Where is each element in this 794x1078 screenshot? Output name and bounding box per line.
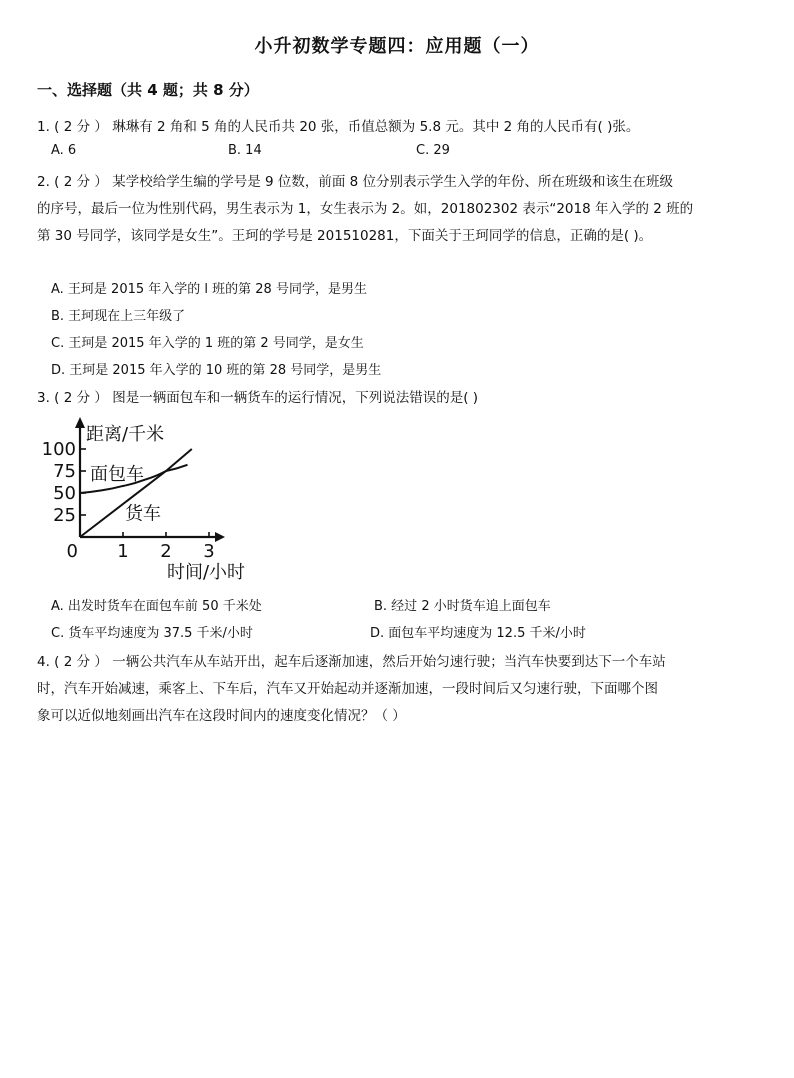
q3-option-d[interactable]: D. 面包车平均速度为 12.5 千米/小时 <box>370 626 586 641</box>
q2-option-b[interactable]: B. 王珂现在上三年级了 <box>51 309 186 324</box>
q3-option-c[interactable]: C. 货车平均速度为 37.5 千米/小时 <box>51 626 253 641</box>
question-2-line-1: 2. ( 2 分 ） 某学校给学生编的学号是 9 位数，前面 8 位分别表示学生入学的年份、所在班级和该生在班级 <box>37 174 674 190</box>
q3-option-b[interactable]: B. 经过 2 小时货车追上面包车 <box>374 599 551 614</box>
x-tick-label: 3 <box>203 541 215 562</box>
q1-option-c[interactable]: C. 29 <box>416 143 450 158</box>
q2-option-a[interactable]: A. 王珂是 2015 年入学的 l 班的第 28 号同学，是男生 <box>51 282 367 297</box>
x-tick-label: 2 <box>160 541 172 562</box>
y-tick-label: 100 <box>41 439 76 460</box>
distance-time-chart <box>40 414 300 586</box>
origin-label: 0 <box>66 541 78 562</box>
question-3-text: 3. ( 2 分 ） 图是一辆面包车和一辆货车的运行情况，下列说法错误的是( ) <box>37 390 479 406</box>
y-tick-label: 25 <box>53 505 76 526</box>
y-tick-label: 50 <box>53 483 76 504</box>
section-heading: 一、选择题（共 4 题；共 8 分） <box>37 81 259 99</box>
y-axis-title: 距离/千米 <box>86 424 165 445</box>
page-title: 小升初数学专题四：应用题（一） <box>254 36 540 57</box>
q1-option-a[interactable]: A. 6 <box>51 143 77 158</box>
x-axis-title: 时间/小时 <box>166 562 246 583</box>
x-axis-arrow <box>215 532 225 542</box>
y-tick-label: 75 <box>53 461 76 482</box>
series-label-van: 面包车 <box>90 464 144 486</box>
q2-option-d[interactable]: D. 王珂是 2015 年入学的 10 班的第 28 号同学，是男生 <box>51 363 382 378</box>
q2-option-c[interactable]: C. 王珂是 2015 年入学的 1 班的第 2 号同学，是女生 <box>51 336 364 351</box>
q3-option-a[interactable]: A. 出发时货车在面包车前 50 千米处 <box>51 599 262 614</box>
x-tick-label: 1 <box>117 541 129 562</box>
question-4-line-2: 时，汽车开始减速，乘客上、下车后，汽车又开始起动并逐渐加速，一段时间后又匀速行驶，下面哪个图 <box>37 681 658 697</box>
series-label-truck: 货车 <box>125 503 161 525</box>
q1-option-b[interactable]: B. 14 <box>228 143 262 158</box>
y-axis-arrow <box>75 417 85 428</box>
question-1-text: 1. ( 2 分 ） 琳琳有 2 角和 5 角的人民币共 20 张，币值总额为 5.8 元。其中 2 角的人民币有( )张。 <box>37 119 640 135</box>
question-2-line-3: 第 30 号同学，该同学是女生”。王珂的学号是 201510281，下面关于王珂同学的信息，正确的是( )。 <box>37 228 653 244</box>
question-4-line-1: 4. ( 2 分 ） 一辆公共汽车从车站开出，起车后逐渐加速，然后开始匀速行驶；当汽车快要到达下一个车站 <box>37 654 666 670</box>
question-4-line-3: 象可以近似地刻画出汽车在这段时间内的速度变化情况？（ ） <box>37 708 406 724</box>
question-2-line-2: 的序号，最后一位为性别代码，男生表示为 1，女生表示为 2。如，201802302 表示“2018 年入学的 2 班的 <box>37 201 694 217</box>
